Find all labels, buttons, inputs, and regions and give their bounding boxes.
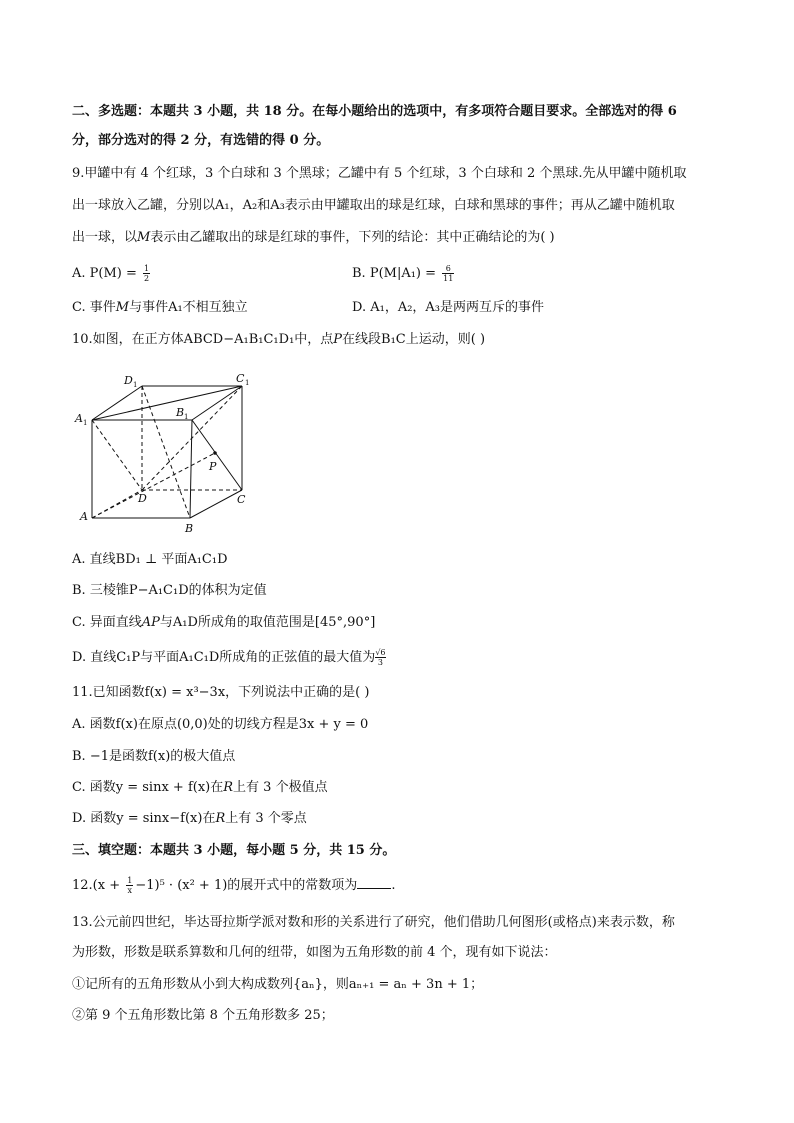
q9-option-a-num: 1 xyxy=(144,264,150,273)
q10-stem-pre: 10.如图，在正方体ABCD−A₁B₁C₁D₁中，点 xyxy=(72,332,334,347)
q9-option-a xyxy=(72,264,152,283)
section-2-heading-cont: 分，部分选对的得 2 分，有选错的得 0 分。 xyxy=(72,133,330,148)
q10-stem-post: 在线段B₁C上运动，则( ) xyxy=(342,332,486,347)
edge-b-c xyxy=(190,490,242,518)
q9-stem-line-3 xyxy=(72,229,555,247)
diag-a1-d xyxy=(92,420,142,490)
diag-a1-c1 xyxy=(92,386,242,420)
q12-pre: 12.(x + xyxy=(72,878,125,893)
q13-item-2: ②第 9 个五角形数比第 8 个五角形数多 25； xyxy=(72,1008,334,1023)
section-2-heading: 二、多选题：本题共 3 小题，共 18 分。在每小题给出的选项中，有多项符合题目要求。全部选对的得 6 xyxy=(72,104,677,119)
section-3-heading: 三、填空题：本题共 3 小题，每小题 5 分，共 15 分。 xyxy=(72,843,396,858)
q9-stem-post: 表示由乙罐取出的球是红球的事件，下列的结论：其中正确结论的为( ) xyxy=(150,230,555,245)
q11-option-d xyxy=(72,810,307,828)
point-p xyxy=(213,451,217,455)
label-c1: C xyxy=(236,372,245,385)
q9-stem-var: M xyxy=(137,230,151,245)
q9-option-c xyxy=(72,299,248,317)
q11-option-c-var: R xyxy=(223,780,234,795)
q12-frac-num: 1 xyxy=(127,876,133,885)
q11-option-c xyxy=(72,779,328,797)
q11-option-c-pre: C. 函数y = sinx + f(x)在 xyxy=(72,780,224,795)
label-a1: A xyxy=(75,412,83,425)
label-p: P xyxy=(209,460,217,473)
q11-option-b: B. −1是函数f(x)的极大值点 xyxy=(72,749,236,764)
q13-stem-line-1: 13.公元前四世纪，毕达哥拉斯学派对数和形的关系进行了研究，他们借助几何图形(或格点)来表示数，称 xyxy=(72,915,675,930)
label-a: A xyxy=(80,510,88,523)
q9-option-c-pre: C. 事件 xyxy=(72,300,116,315)
label-b1-sub: 1 xyxy=(184,413,189,421)
label-c1-sub: 1 xyxy=(245,379,250,387)
q9-option-a-text: A. P(M) = xyxy=(72,266,142,281)
label-c: C xyxy=(237,493,246,506)
label-d: D xyxy=(138,492,147,505)
edge-a1-d1 xyxy=(92,386,142,420)
q9-option-c-var: M xyxy=(115,300,130,315)
q9-option-b xyxy=(352,264,456,283)
q12-answer-blank[interactable] xyxy=(357,876,391,889)
cube-figure xyxy=(72,368,262,538)
q9-option-b-text: B. P(M|A₁) = xyxy=(352,266,441,281)
q12-end: . xyxy=(391,878,396,893)
q10-stem xyxy=(72,331,485,349)
q10-stem-var: P xyxy=(333,332,343,347)
q11-option-d-var: R xyxy=(215,811,226,826)
label-d1-sub: 1 xyxy=(133,381,138,389)
edge-b1-c1 xyxy=(192,386,242,420)
label-a1-sub: 1 xyxy=(83,419,88,427)
segment-b1-c xyxy=(192,420,242,490)
edge-b1-b xyxy=(190,420,192,518)
q9-stem-pre: 出一球，以 xyxy=(72,230,138,245)
q9-option-b-num: 6 xyxy=(442,264,454,274)
q10-option-d-fraction xyxy=(375,648,385,667)
q9-option-b-fraction xyxy=(442,264,454,283)
q10-option-c-post: 与A₁D所成角的取值范围是[45°,90°] xyxy=(159,615,376,630)
q10-option-c-var: AP xyxy=(141,615,160,630)
q13-item-1: ①记所有的五角形数从小到大构成数列{aₙ}，则aₙ₊₁ = aₙ + 3n + 1； xyxy=(72,977,484,992)
diag-d-c1 xyxy=(142,386,242,490)
q9-option-a-fraction xyxy=(143,264,150,283)
q10-option-a: A. 直线BD₁ ⊥ 平面A₁C₁D xyxy=(72,552,228,567)
q10-option-d xyxy=(72,648,386,667)
q11-stem: 11.已知函数f(x) = x³−3x，下列说法中正确的是( ) xyxy=(72,685,370,700)
q9-option-c-post: 与事件A₁不相互独立 xyxy=(129,300,248,315)
q10-option-c-pre: C. 异面直线 xyxy=(72,615,142,630)
q13-stem-line-2: 为形数，形数是联系算数和几何的纽带，如图为五角形数的前 4 个，现有如下说法： xyxy=(72,945,557,960)
q10-option-d-text: D. 直线C₁P与平面A₁C₁D所成角的正弦值的最大值为 xyxy=(72,650,376,665)
q11-option-d-pre: D. 函数y = sinx−f(x)在 xyxy=(72,811,216,826)
label-d1: D xyxy=(124,374,133,387)
q9-option-b-den: 11 xyxy=(443,274,454,283)
q12-fraction xyxy=(126,876,133,895)
q12-frac-den: x xyxy=(127,886,133,895)
q11-option-c-post: 上有 3 个极值点 xyxy=(233,780,328,795)
segment-a-p xyxy=(92,453,215,518)
q10-option-b: B. 三棱锥P−A₁C₁D的体积为定值 xyxy=(72,583,267,598)
q10-option-d-num: √6 xyxy=(375,648,386,657)
label-b: B xyxy=(185,522,194,535)
q9-stem-line-2: 出一球放入乙罐，分别以A₁，A₂和A₃表示由甲罐取出的球是红球，白球和黑球的事件；再从乙罐中随机取 xyxy=(72,198,675,213)
label-b1: B xyxy=(176,406,185,419)
q9-option-a-den: 2 xyxy=(144,274,150,283)
q12-stem xyxy=(72,876,395,895)
q12-post: −1)⁵ · (x² + 1)的展开式中的常数项为 xyxy=(135,878,358,893)
q9-option-d: D. A₁，A₂，A₃是两两互斥的事件 xyxy=(352,300,545,315)
q10-option-c xyxy=(72,614,375,632)
q11-option-d-post: 上有 3 个零点 xyxy=(225,811,307,826)
q11-option-a: A. 函数f(x)在原点(0,0)处的切线方程是3x + y = 0 xyxy=(72,717,369,732)
q10-option-d-den: 3 xyxy=(377,658,383,667)
q9-stem-line-1: 9.甲罐中有 4 个红球，3 个白球和 3 个黑球；乙罐中有 5 个红球，3 个白球和 2 个黑球.先从甲罐中随机取 xyxy=(72,166,687,181)
